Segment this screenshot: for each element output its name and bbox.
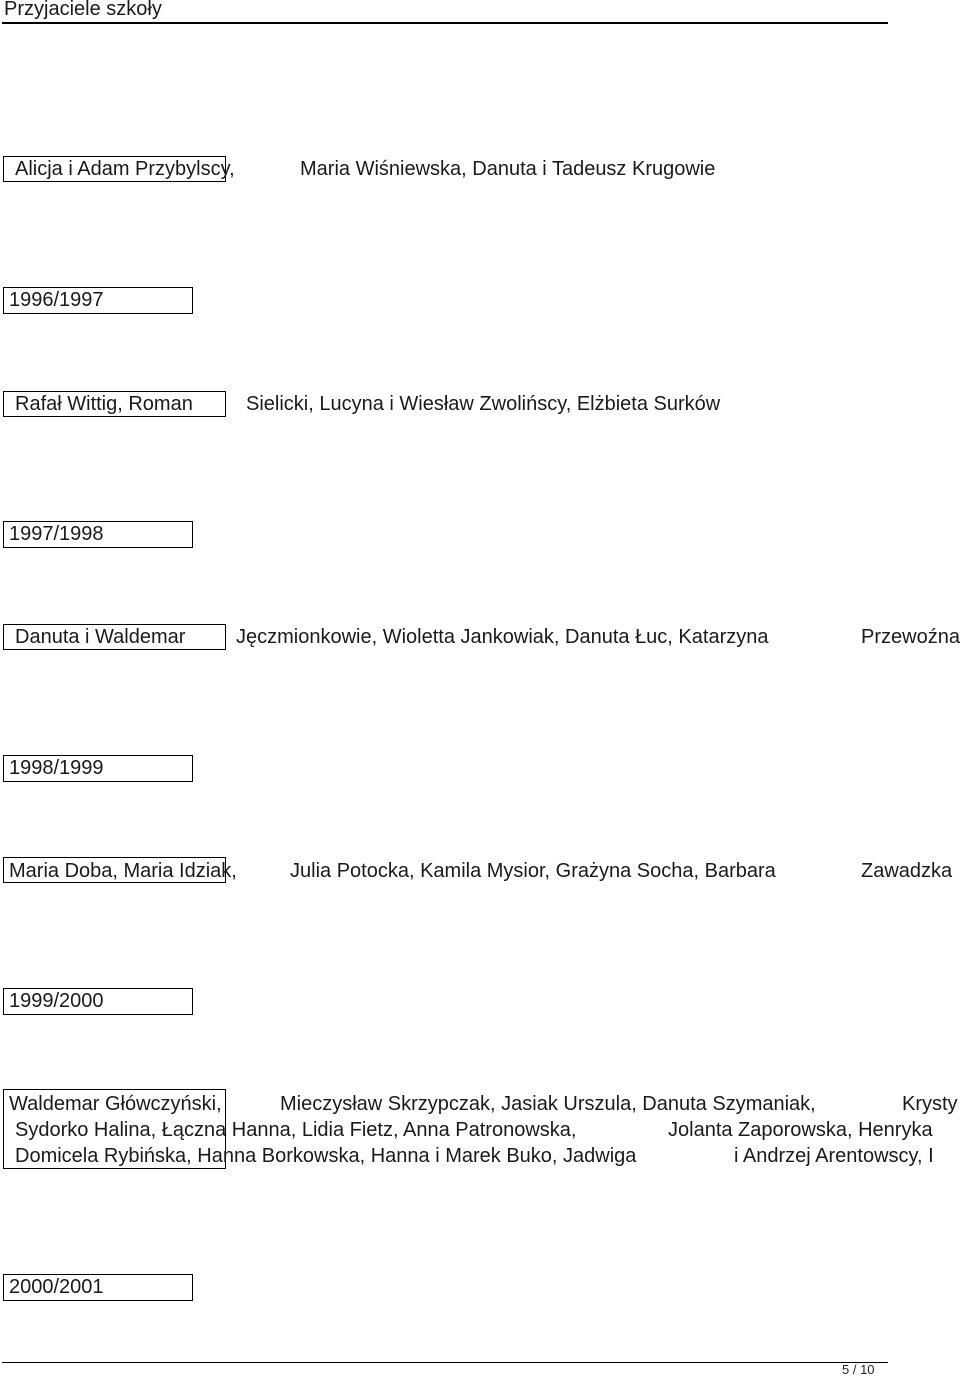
school-year-label: 2000/2001 xyxy=(9,1276,104,1298)
donor-names-start: Rafał Wittig, Roman xyxy=(15,393,193,415)
school-year-label: 1997/1998 xyxy=(9,523,104,545)
donor-names-continued: Julia Potocka, Kamila Mysior, Grażyna Socha, Barbara xyxy=(290,860,776,882)
footer-divider xyxy=(2,1362,888,1363)
donor-names-line-3-start: Domicela Rybińska, Hanna Borkowska, Hanna i Marek Buko, Jadwiga xyxy=(15,1145,637,1167)
school-year-label: 1999/2000 xyxy=(9,990,104,1012)
donor-names-line-1-start: Waldemar Główczyński, xyxy=(9,1093,222,1115)
donor-names-line-1-continued: Mieczysław Skrzypczak, Jasiak Urszula, Danuta Szymaniak, xyxy=(280,1093,816,1115)
donor-names-overflow: Przewoźna xyxy=(861,626,960,648)
donor-names-start: Alicja i Adam Przybylscy, xyxy=(15,158,235,180)
donor-names-line-2-continued: Jolanta Zaporowska, Henryka xyxy=(668,1119,933,1141)
header-divider xyxy=(2,22,888,24)
school-year-label: 1996/1997 xyxy=(9,289,104,311)
donor-names-start: Maria Doba, Maria Idziak, xyxy=(9,860,237,882)
donor-names-overflow: Zawadzka xyxy=(861,860,953,882)
donor-names-continued: Jęczmionkowie, Wioletta Jankowiak, Danuta Łuc, Katarzyna xyxy=(236,626,769,648)
page-header-title: Przyjaciele szkoły xyxy=(4,0,162,20)
donor-names-line-2-start: Sydorko Halina, Łączna Hanna, Lidia Fietz, Anna Patronowska, xyxy=(15,1119,577,1141)
donor-names-continued: Maria Wiśniewska, Danuta i Tadeusz Krugowie xyxy=(300,158,716,180)
donor-names-start: Danuta i Waldemar xyxy=(15,626,186,648)
school-year-label: 1998/1999 xyxy=(9,757,104,779)
page-number: 5 / 10 xyxy=(842,1362,875,1377)
donor-names-line-1-overflow: Krysty xyxy=(902,1093,958,1115)
donor-names-continued: Sielicki, Lucyna i Wiesław Zwolińscy, Elżbieta Surków xyxy=(246,393,721,415)
donor-names-line-3-continued: i Andrzej Arentowscy, I xyxy=(734,1145,934,1167)
